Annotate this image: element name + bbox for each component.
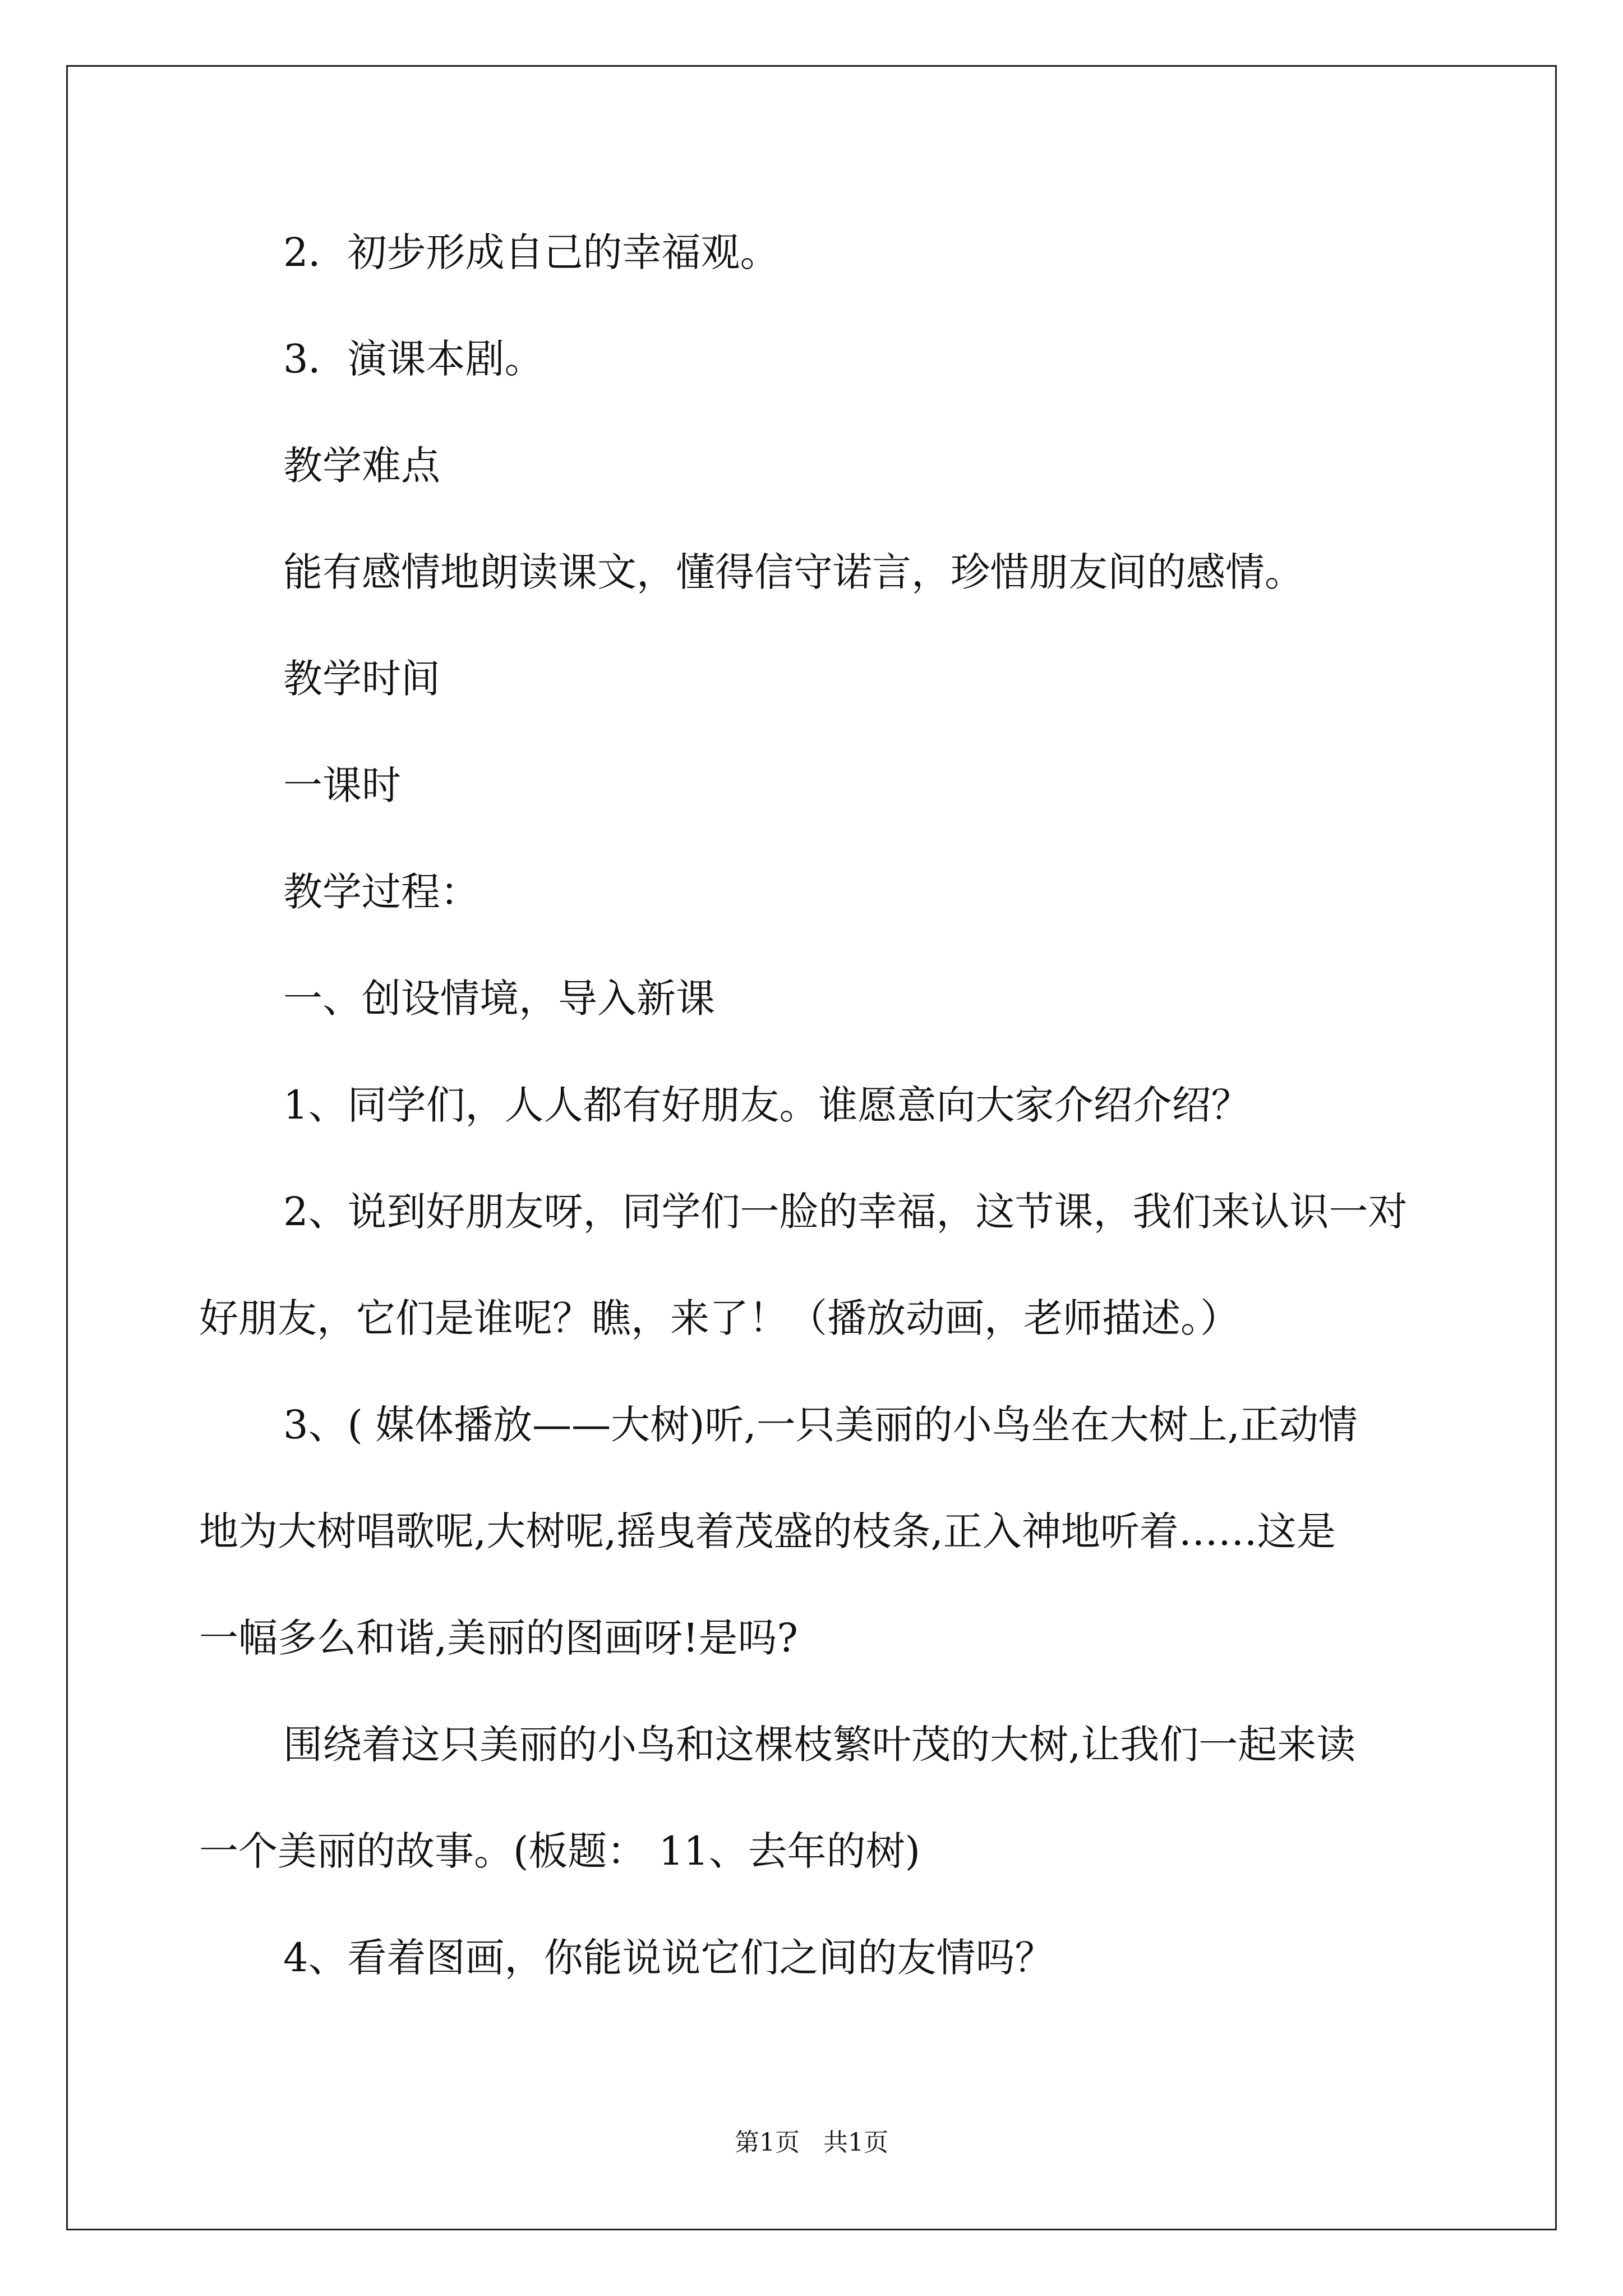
heading-teaching-time: 教学时间	[283, 656, 440, 702]
text-line-story-b: 一个美丽的故事。(板题： 11、去年的树)	[199, 1828, 920, 1874]
heading-teaching-difficulty: 教学难点	[283, 443, 440, 489]
text-line-story-a: 围绕着这只美丽的小鸟和这棵枝繁叶茂的大树,让我们一起来读	[283, 1722, 1356, 1768]
text-line-step-3b: 地为大树唱歌呢,大树呢,摇曳着茂盛的枝条,正入神地听着……这是	[199, 1508, 1336, 1554]
text-line-2: 3．演课本剧。	[283, 336, 544, 382]
text-line-step-3c: 一幅多么和谐,美丽的图画呀!是吗?	[199, 1615, 798, 1661]
text-line-step-3a: 3、( 媒体播放——大树)听,一只美丽的小鸟坐在大树上,正动情	[283, 1402, 1358, 1448]
text-line-step-4: 4、看着图画，你能说说它们之间的友情吗？	[283, 1935, 1054, 1981]
page-number-footer: 第1页 共1页	[735, 2128, 888, 2157]
text-line-time: 一课时	[283, 762, 401, 808]
section-title-intro: 一、创设情境，导入新课	[283, 976, 715, 1022]
text-line-step-1: 1、同学们，人人都有好朋友。谁愿意向大家介绍介绍？	[283, 1082, 1251, 1128]
text-line-1: 2．初步形成自己的幸福观。	[283, 229, 780, 275]
text-line-step-2a: 2、说到好朋友呀，同学们一脸的幸福，这节课，我们来认识一对	[283, 1189, 1408, 1235]
text-line-difficulty: 能有感情地朗读课文，懂得信守诺言，珍惜朋友间的感情。	[283, 549, 1304, 595]
text-line-step-2b: 好朋友，它们是谁呢？瞧，来了！（播放动画，老师描述。）	[199, 1295, 1239, 1341]
heading-teaching-process: 教学过程：	[283, 869, 479, 915]
page-border	[66, 65, 1557, 2230]
